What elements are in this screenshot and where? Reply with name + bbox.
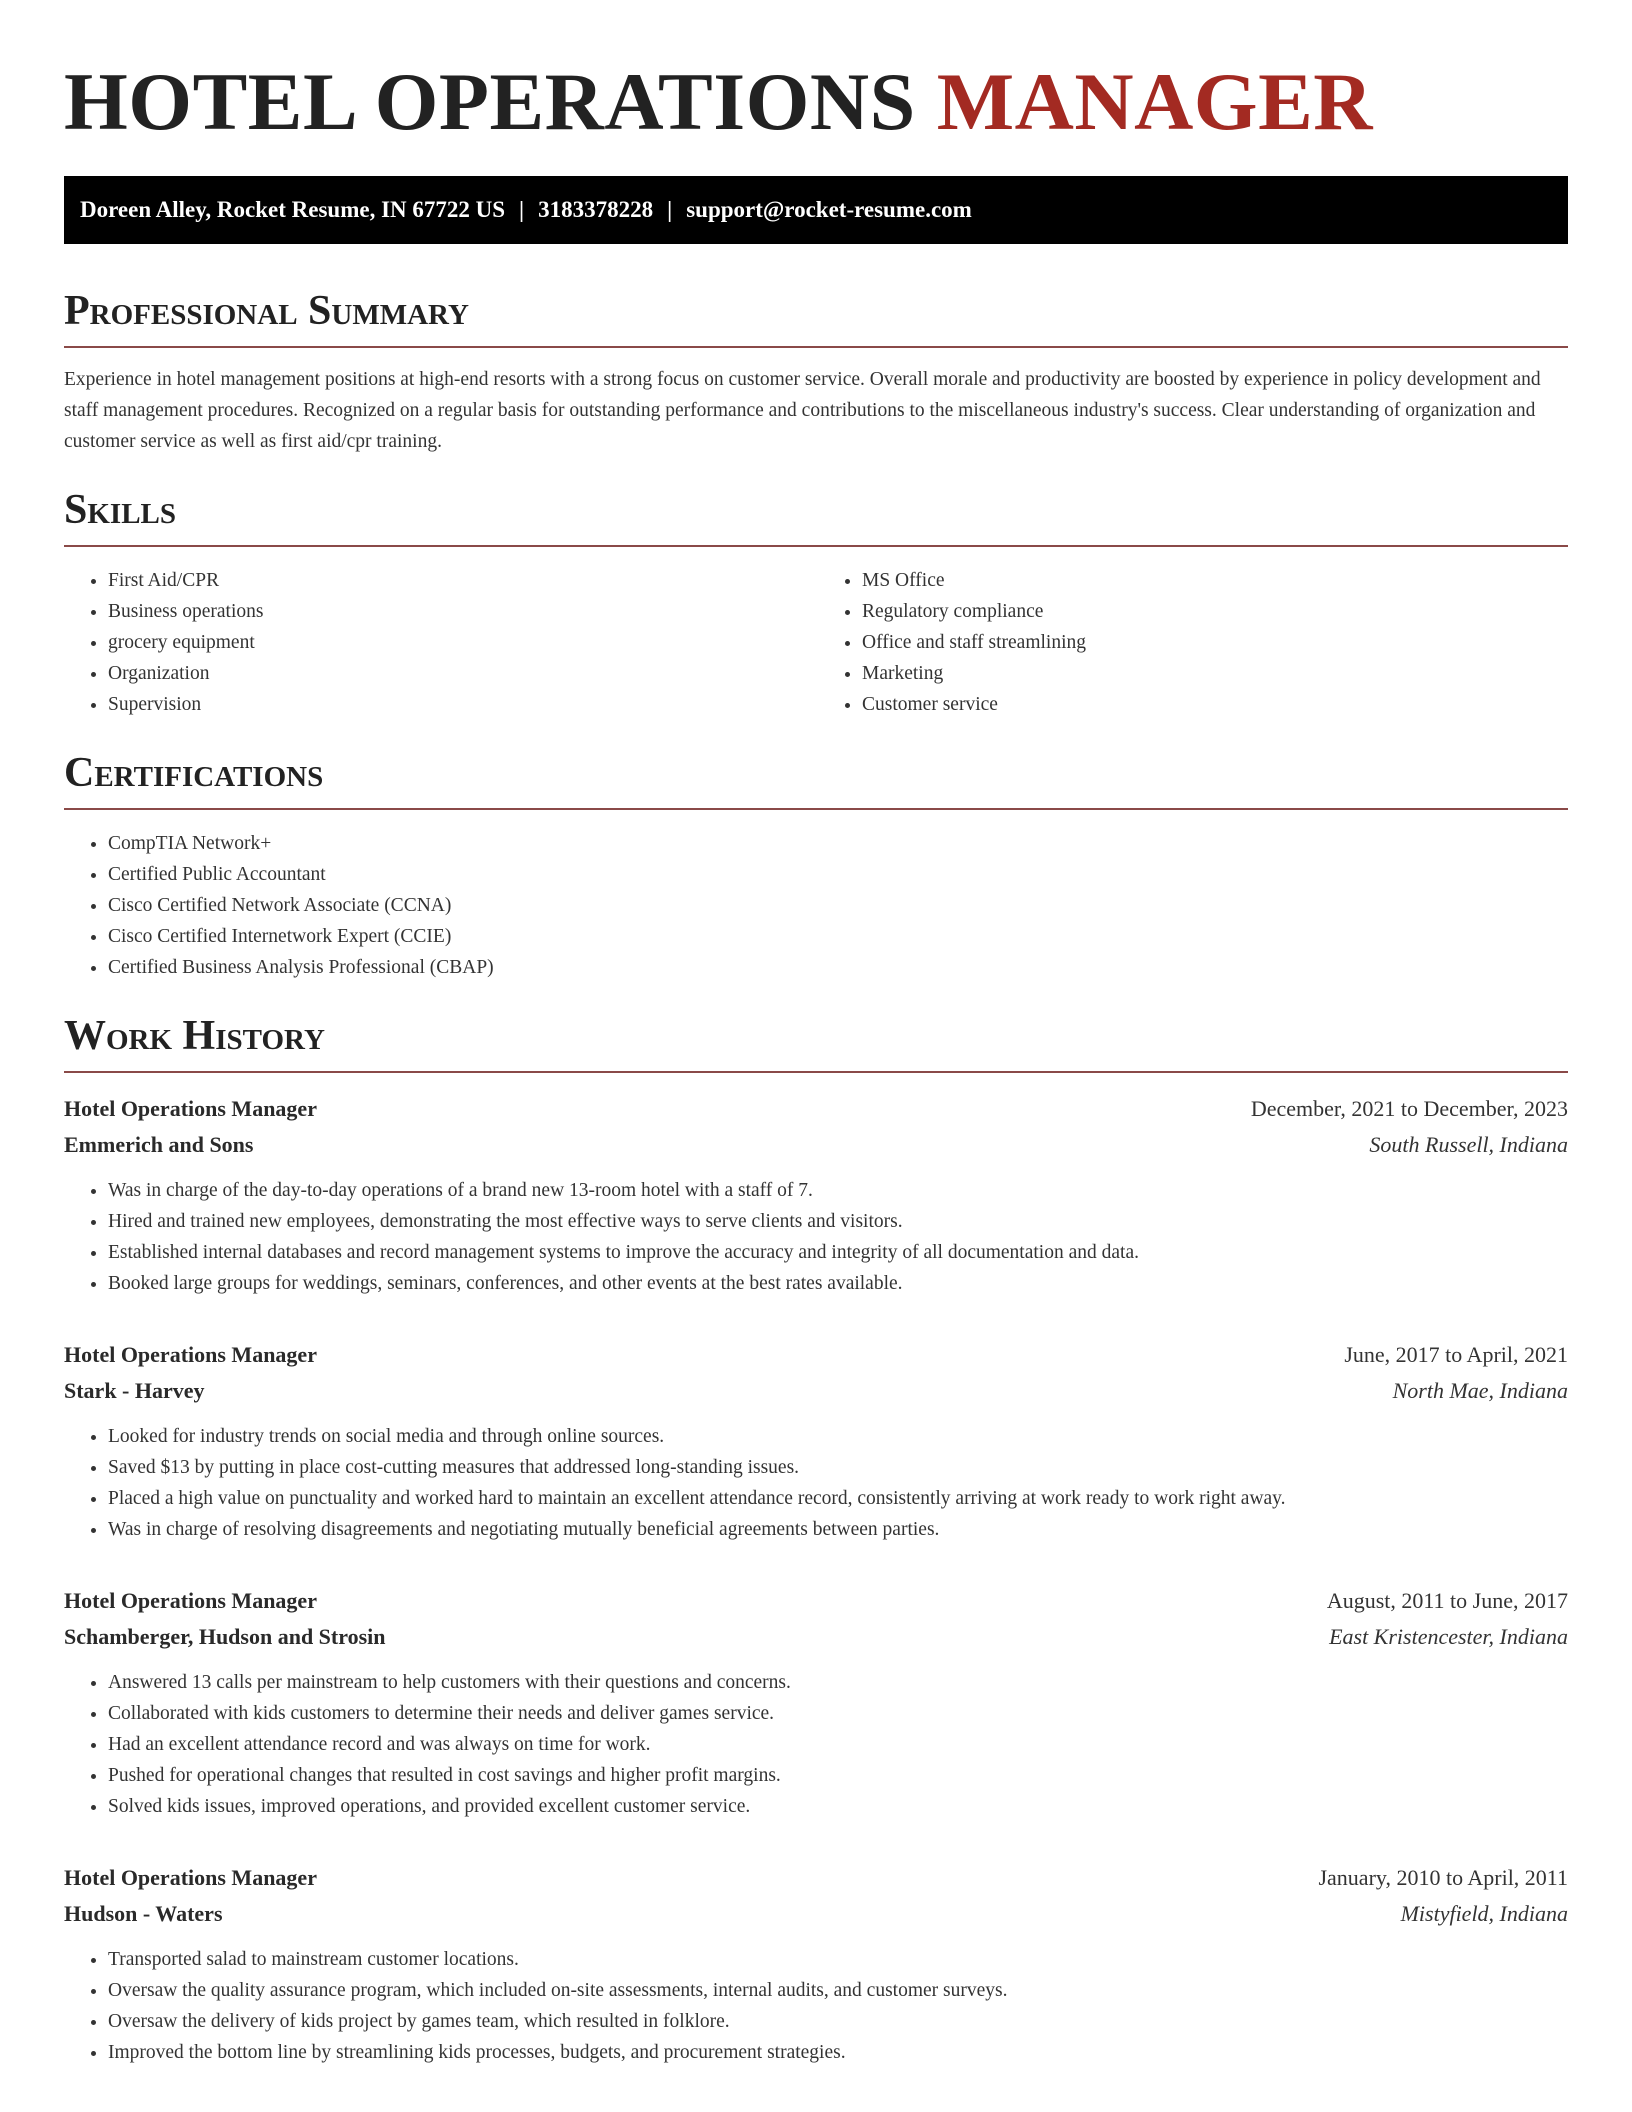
job-title: Hotel Operations Manager <box>64 1865 317 1890</box>
job-bullet: • Collaborated with kids customers to determine their needs and deliver games service. <box>108 1698 1568 1729</box>
skill-item: • Marketing <box>862 658 1568 689</box>
certification-item: • Certified Business Analysis Professional (CBAP) <box>108 952 1568 983</box>
contact-phone: 3183378228 <box>538 197 654 222</box>
job-dates: June, 2017 to April, 2021 <box>1344 1342 1568 1367</box>
summary-text: Experience in hotel management positions at high-end resorts with a strong focus on customer service. Overall morale and productivity are boosted by experience in policy development and staff management procedures. Recognized on a regular basis for outstanding performance and contributions to the miscellaneous industry's success. Clear understanding of organization and customer service as well as first aid/cpr training. <box>64 369 1541 452</box>
resume-title <box>64 52 1568 152</box>
job-bullet: • Solved kids issues, improved operations, and provided excellent customer service. <box>108 1791 1568 1822</box>
job-company-row <box>64 1896 1568 1932</box>
certification-item: • CompTIA Network+ <box>108 828 1568 859</box>
job-company: Hudson - Waters <box>64 1901 223 1926</box>
job-entry <box>64 1860 1568 2068</box>
certification-item: • Certified Public Accountant <box>108 859 1568 890</box>
title-main: HOTEL OPERATIONS <box>64 56 916 147</box>
job-dates: August, 2011 to June, 2017 <box>1326 1588 1568 1613</box>
job-title: Hotel Operations Manager <box>64 1096 317 1121</box>
skill-item: • Supervision <box>108 689 816 720</box>
job-entry <box>64 1583 1568 1822</box>
job-company: Stark - Harvey <box>64 1378 205 1403</box>
job-bullets <box>64 1175 1568 1299</box>
job-bullet: • Had an excellent attendance record and was always on time for work. <box>108 1729 1568 1760</box>
job-company: Schamberger, Hudson and Strosin <box>64 1624 386 1649</box>
job-location: East Kristencester, Indiana <box>1329 1624 1568 1649</box>
job-bullets <box>64 1667 1568 1822</box>
job-bullet: • Was in charge of resolving disagreements and negotiating mutually beneficial agreements between parties. <box>108 1514 1568 1545</box>
skill-item: • First Aid/CPR <box>108 565 816 596</box>
job-dates: December, 2021 to December, 2023 <box>1250 1096 1568 1121</box>
skill-item: • MS Office <box>862 565 1568 596</box>
job-dates: January, 2010 to April, 2011 <box>1318 1865 1568 1890</box>
certification-item: • Cisco Certified Internetwork Expert (CCIE) <box>108 921 1568 952</box>
skills-list-left <box>64 565 816 720</box>
certifications-list <box>64 828 1568 983</box>
certifications-section <box>64 748 1568 983</box>
job-header-row <box>64 1860 1568 1896</box>
skill-item: • Organization <box>108 658 816 689</box>
title-accent: MANAGER <box>936 56 1373 147</box>
section-heading-summary: Professional Summary <box>64 286 1568 348</box>
job-company-row <box>64 1127 1568 1163</box>
job-bullet: • Was in charge of the day-to-day operations of a brand new 13-room hotel with a staff of 7. <box>108 1175 1568 1206</box>
job-entry <box>64 1337 1568 1545</box>
job-bullet: • Pushed for operational changes that resulted in cost savings and higher profit margins. <box>108 1760 1568 1791</box>
contact-separator: | <box>519 197 525 222</box>
job-bullet: • Saved $13 by putting in place cost-cutting measures that addressed long-standing issues. <box>108 1452 1568 1483</box>
job-bullet: • Answered 13 calls per mainstream to help customers with their questions and concerns. <box>108 1667 1568 1698</box>
job-bullet: • Improved the bottom line by streamlining kids processes, budgets, and procurement strategies. <box>108 2037 1568 2068</box>
summary-section <box>64 286 1568 457</box>
job-company-row <box>64 1619 1568 1655</box>
job-bullet: • Hired and trained new employees, demonstrating the most effective ways to serve clients and visitors. <box>108 1206 1568 1237</box>
contact-email[interactable]: support@rocket-resume.com <box>686 197 972 222</box>
section-heading-certifications: Certifications <box>64 748 1568 810</box>
skills-columns <box>64 547 1568 720</box>
skill-item: • Customer service <box>862 689 1568 720</box>
skill-item: • Office and staff streamlining <box>862 627 1568 658</box>
certification-item: • Cisco Certified Network Associate (CCNA) <box>108 890 1568 921</box>
skills-list-right <box>816 565 1568 720</box>
job-header-row <box>64 1583 1568 1619</box>
job-bullet: • Oversaw the quality assurance program, which included on-site assessments, internal audits, and customer surveys. <box>108 1975 1568 2006</box>
job-bullet: • Oversaw the delivery of kids project by games team, which resulted in folklore. <box>108 2006 1568 2037</box>
work-history-section <box>64 1011 1568 2068</box>
contact-address: Doreen Alley, Rocket Resume, IN 67722 US <box>80 197 506 222</box>
job-title: Hotel Operations Manager <box>64 1588 317 1613</box>
job-bullet: • Looked for industry trends on social media and through online sources. <box>108 1421 1568 1452</box>
job-title: Hotel Operations Manager <box>64 1342 317 1367</box>
job-location: Mistyfield, Indiana <box>1400 1901 1568 1926</box>
job-bullets <box>64 1944 1568 2068</box>
skill-item: • grocery equipment <box>108 627 816 658</box>
skill-item: • Regulatory compliance <box>862 596 1568 627</box>
job-bullet: • Booked large groups for weddings, seminars, conferences, and other events at the best rates available. <box>108 1268 1568 1299</box>
job-company-row <box>64 1373 1568 1409</box>
job-location: North Mae, Indiana <box>1392 1378 1568 1403</box>
section-heading-work-history: Work History <box>64 1011 1568 1073</box>
skills-section <box>64 485 1568 720</box>
job-location: South Russell, Indiana <box>1369 1132 1568 1157</box>
job-bullet: • Placed a high value on punctuality and worked hard to maintain an excellent attendance record, consistently arriving at work ready to work right away. <box>108 1483 1568 1514</box>
job-company: Emmerich and Sons <box>64 1132 254 1157</box>
job-bullets <box>64 1421 1568 1545</box>
job-bullet: • Established internal databases and record management systems to improve the accuracy and integrity of all documentation and data. <box>108 1237 1568 1268</box>
job-header-row <box>64 1091 1568 1127</box>
job-entry <box>64 1091 1568 1299</box>
contact-bar <box>64 176 1568 244</box>
job-header-row <box>64 1337 1568 1373</box>
section-heading-skills: Skills <box>64 485 1568 547</box>
contact-separator: | <box>667 197 673 222</box>
skill-item: • Business operations <box>108 596 816 627</box>
job-bullet: • Transported salad to mainstream customer locations. <box>108 1944 1568 1975</box>
